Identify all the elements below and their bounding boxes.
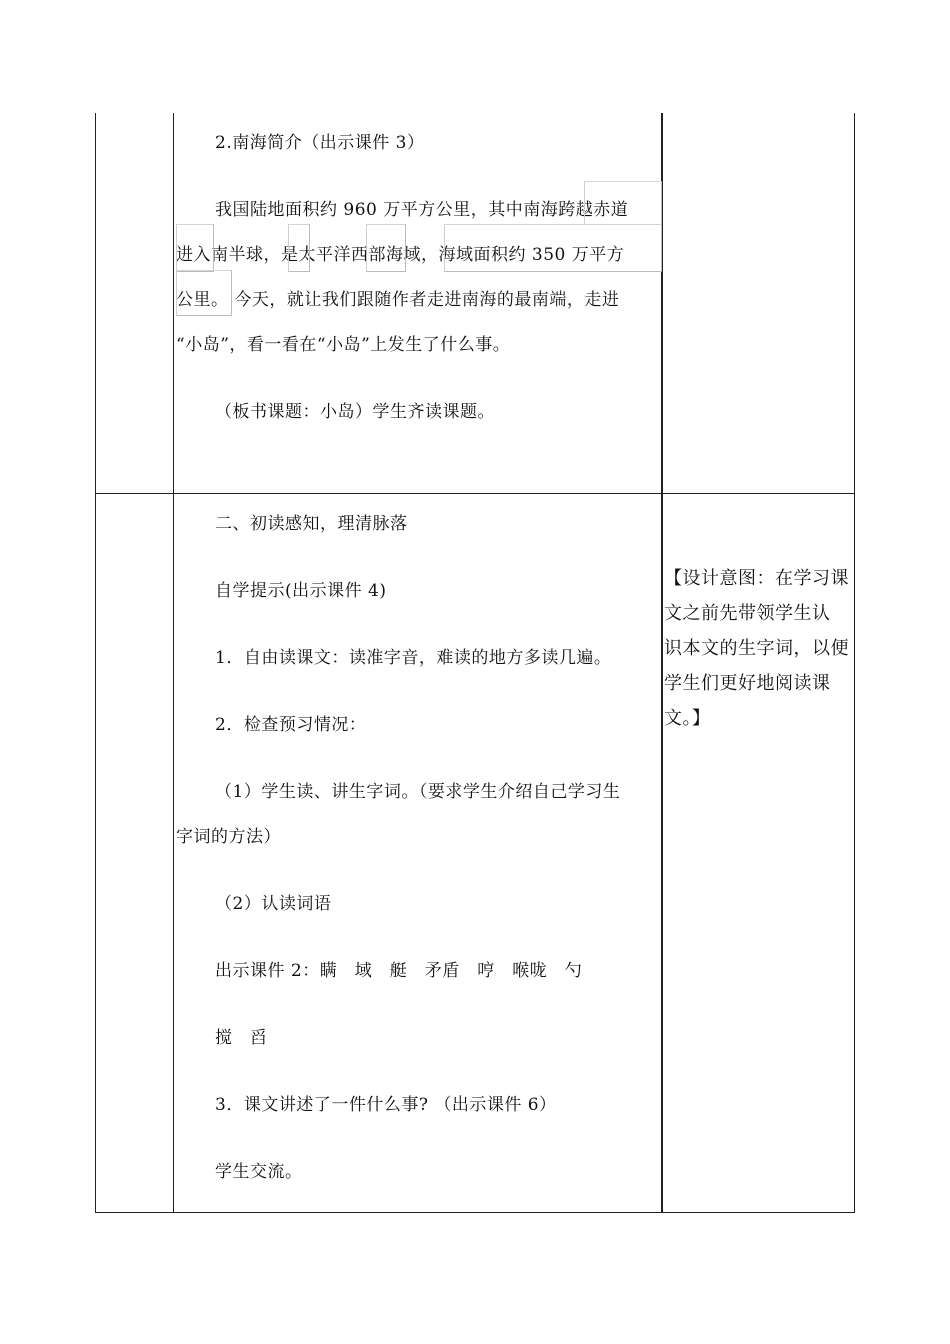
design-intent-line-2: 文之前先带领学生认 bbox=[664, 603, 831, 624]
design-intent-line-4: 学生们更好地阅读课 bbox=[664, 673, 831, 694]
self-study-hint: 自学提示(出示课件 4) bbox=[215, 581, 387, 601]
sub-step-1-line-1: （1）学生读、讲生字词。（要求学生介绍自己学习生 bbox=[215, 782, 621, 802]
design-intent-line-1: 【设计意图：在学习课 bbox=[664, 568, 849, 589]
design-intent-line-5: 文。】 bbox=[664, 708, 711, 729]
step-3: 3．课文讲述了一件什么事? （出示课件 6） bbox=[215, 1095, 557, 1115]
table-left-border bbox=[95, 113, 96, 1213]
step-2: 2．检查预习情况： bbox=[215, 715, 367, 735]
sub-step-1-line-2: 字词的方法） bbox=[176, 827, 281, 847]
student-exchange: 学生交流。 bbox=[215, 1162, 303, 1182]
table-col1-divider bbox=[173, 113, 174, 1213]
vocabulary-line-2: 搅 舀 bbox=[215, 1028, 268, 1048]
table-col2-divider bbox=[661, 113, 663, 1213]
south-sea-para-line-3: 公里。 今天，就让我们跟随作者走进南海的最南端，走进 bbox=[176, 290, 620, 310]
south-sea-para-line-2: 进入南半球，是太平洋西部海域，海域面积约 350 万平方 bbox=[176, 245, 625, 265]
board-title-note: （板书课题：小岛）学生齐读课题。 bbox=[215, 402, 495, 422]
south-sea-para-line-1: 我国陆地面积约 960 万平方公里，其中南海跨越赤道 bbox=[215, 200, 629, 220]
table-bottom-border bbox=[95, 1212, 855, 1213]
design-intent-line-3: 识本文的生字词，以便 bbox=[664, 638, 849, 659]
table-right-border bbox=[854, 113, 855, 1213]
section-title: 二、初读感知，理清脉落 bbox=[215, 514, 408, 534]
step-1: 1．自由读课文：读准字音，难读的地方多读几遍。 bbox=[215, 648, 612, 668]
vocabulary-line-1: 出示课件 2：瞒 域 艇 矛盾 哼 喉咙 勺 bbox=[215, 961, 583, 981]
south-sea-para-line-4: “小岛”，看一看在“小岛”上发生了什么事。 bbox=[176, 335, 511, 355]
south-sea-heading: 2.南海简介（出示课件 3） bbox=[215, 133, 425, 153]
table-row-divider bbox=[95, 493, 855, 494]
sub-step-2: （2）认读词语 bbox=[215, 894, 332, 914]
